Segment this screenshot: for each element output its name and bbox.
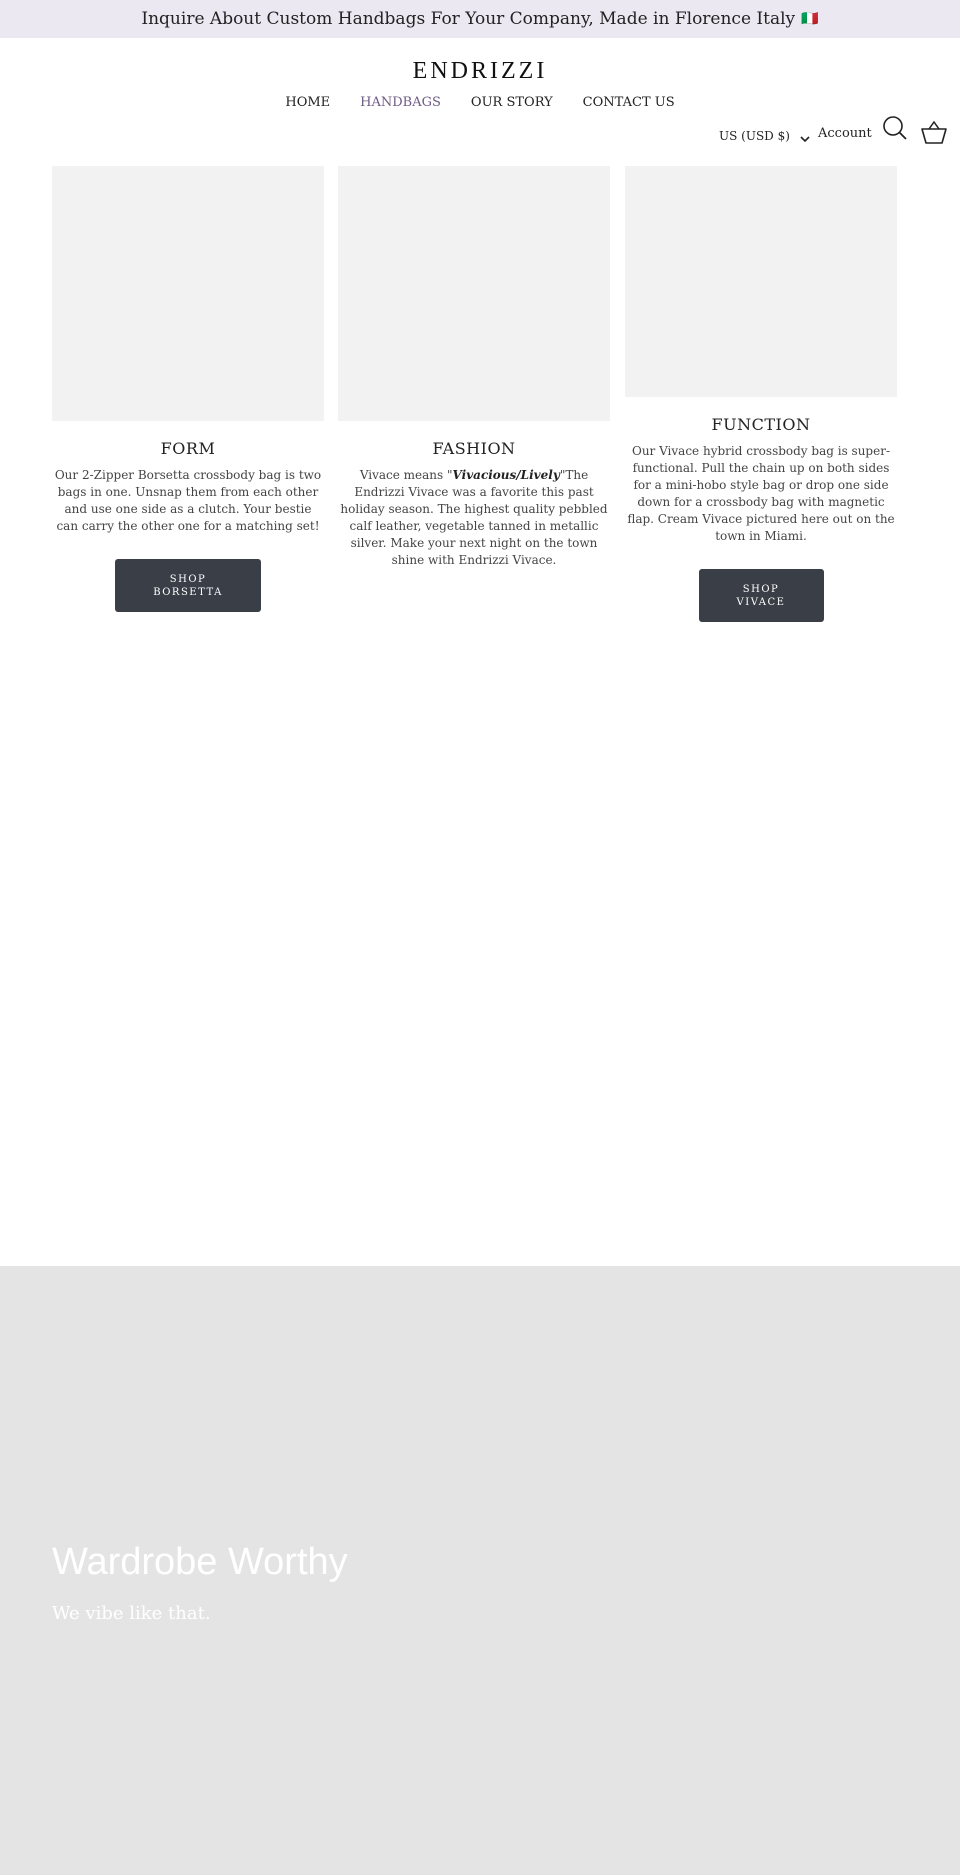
account-link[interactable]: Account [818,126,872,141]
feature-image[interactable] [52,166,324,421]
main-nav [0,95,960,110]
feature-function [625,166,897,622]
feature-image[interactable] [338,166,610,421]
shop-vivace-button[interactable] [699,569,824,622]
description-intro: Vivace means " [359,468,453,482]
feature-title: FORM [160,439,216,458]
search-icon[interactable] [882,115,908,141]
feature-title: FASHION [432,439,516,458]
button-label-line1: SHOP [742,583,780,595]
button-label-line2: BORSETTA [153,586,223,598]
feature-fashion [338,166,610,569]
button-label-line1: SHOP [169,573,207,585]
nav-item-our-story[interactable]: OUR STORY [470,95,553,110]
feature-description [338,467,610,569]
announcement-text: Inquire About Custom Handbags For Your Company, Made in Florence Italy [141,9,796,29]
feature-image[interactable] [625,166,897,397]
announcement-bar[interactable] [0,0,960,38]
nav-item-home[interactable]: HOME [285,95,331,110]
description-emphasis: Vivacious/Lively [452,468,560,482]
feature-description: Our Vivace hybrid crossbody bag is super-functional. Pull the chain up on both sides for a mini-hobo style bag or drop one side down for a crossbody bag with magnetic flap. Cream Vivace pictured here out on the town in Miami. [627,444,895,543]
nav-item-handbags[interactable]: HANDBAGS [360,95,441,110]
description-rest: "The Endrizzi Vivace was a favorite this past holiday season. The highest quality pebbled calf leather, vegetable tanned in metallic silver. Make your next night on the town shine with Endrizzi Vivace. [340,468,608,567]
chevron-down-icon [798,129,812,145]
hero-title: Wardrobe Worthy [52,1541,348,1583]
button-label-line2: VIVACE [736,596,786,608]
italy-flag-icon: 🇮🇹 [801,11,819,27]
basket-icon[interactable] [920,118,948,146]
feature-title: FUNCTION [711,415,811,434]
feature-form [52,166,324,612]
shop-borsetta-button[interactable] [115,559,261,612]
feature-description: Our 2-Zipper Borsetta crossbody bag is two bags in one. Unsnap them from each other and use one side as a clutch. Your bestie can carry the other one for a matching set! [54,468,322,533]
currency-selector[interactable] [719,129,812,145]
hero-subtitle: We vibe like that. [52,1603,211,1624]
header-utilities [0,117,960,149]
currency-label: US (USD $) [719,129,790,143]
nav-item-contact-us[interactable]: CONTACT US [582,95,675,110]
site-logo[interactable]: ENDRIZZI [412,58,548,84]
hero-banner [0,1266,960,1875]
